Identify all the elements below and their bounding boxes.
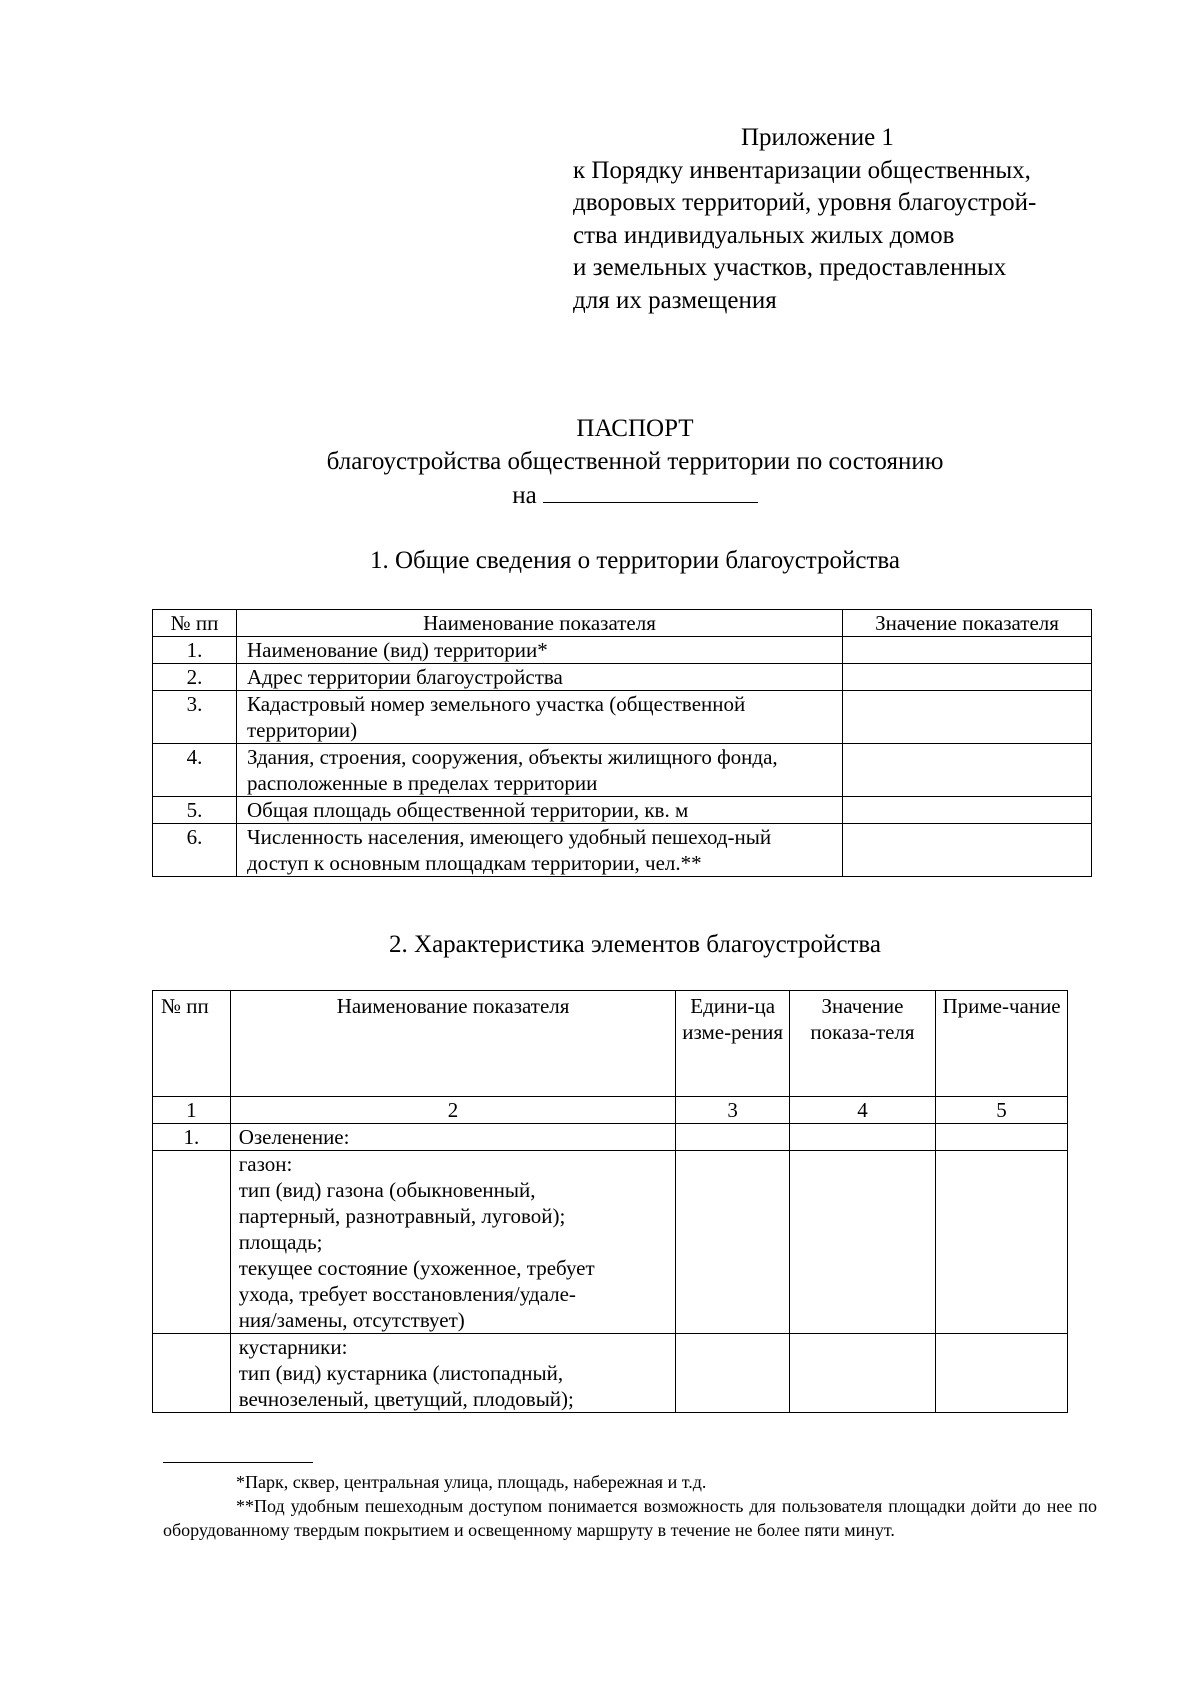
description-line: площадь; — [238, 1230, 323, 1254]
column-header: № пп — [153, 991, 231, 1097]
indicator-name: Наименование (вид) территории* — [237, 637, 843, 664]
description-line: вечнозеленый, цветущий, плодовый); — [238, 1387, 574, 1411]
description-line: кустарники: — [238, 1335, 348, 1359]
element-name: Озеленение: — [230, 1124, 676, 1151]
indicator-value[interactable] — [843, 797, 1092, 824]
column-number: 1 — [153, 1097, 231, 1124]
column-header: № пп — [153, 610, 237, 637]
column-header: Значение показа-теля — [789, 991, 935, 1097]
table-row — [153, 824, 1092, 877]
passport-heading — [0, 412, 1200, 512]
column-number: 4 — [789, 1097, 935, 1124]
indicator-name: Здания, строения, сооружения, объекты жилищного фонда, расположенные в пределах территории — [237, 744, 843, 797]
description-line: ухода, требует восстановления/удале- — [238, 1282, 576, 1306]
table-row — [153, 797, 1092, 824]
indicator-value[interactable] — [843, 691, 1092, 744]
indicator-name: Численность населения, имеющего удобный пешеход-ный доступ к основным площадкам территории, чел.** — [237, 824, 843, 877]
indicator-name: Общая площадь общественной территории, кв. м — [237, 797, 843, 824]
row-number: 3. — [153, 691, 237, 744]
passport-date-prefix: на — [512, 482, 537, 509]
section2-title: 2. Характеристика элементов благоустройства — [389, 931, 881, 958]
indicator-value[interactable] — [843, 664, 1092, 691]
column-header: Едини-ца изме-рения — [676, 991, 789, 1097]
description-line: тип (вид) газона (обыкновенный, — [238, 1178, 536, 1202]
footnote-divider — [163, 1462, 313, 1463]
table-row — [153, 1151, 1068, 1334]
value-cell[interactable] — [789, 1151, 935, 1334]
table-row — [153, 691, 1092, 744]
value-cell[interactable] — [789, 1124, 935, 1151]
row-number: 1. — [153, 1124, 231, 1151]
footnotes — [163, 1470, 1097, 1542]
column-header: Наименование показателя — [230, 991, 676, 1097]
element-description — [230, 1334, 676, 1413]
description-line: газон: — [238, 1152, 293, 1176]
passport-subtitle: благоустройства общественной территории по состоянию — [326, 448, 944, 475]
note-cell[interactable] — [936, 1151, 1068, 1334]
passport-title: ПАСПОРТ — [576, 415, 694, 442]
unit-cell[interactable] — [676, 1124, 789, 1151]
elements-table — [152, 990, 1068, 1413]
indicator-value[interactable] — [843, 637, 1092, 664]
passport-date-line — [512, 478, 757, 512]
appendix-title: Приложение 1 — [741, 124, 894, 151]
appendix-header — [573, 122, 1133, 317]
description-line: ния/замены, отсутствует) — [238, 1308, 465, 1332]
row-number: 2. — [153, 664, 237, 691]
column-number: 2 — [230, 1097, 676, 1124]
table-row — [153, 637, 1092, 664]
note-cell[interactable] — [936, 1334, 1068, 1413]
column-number: 5 — [936, 1097, 1068, 1124]
table-header-row — [153, 991, 1068, 1097]
column-header: Значение показателя — [843, 610, 1092, 637]
note-cell[interactable] — [936, 1124, 1068, 1151]
row-number — [153, 1334, 231, 1413]
row-number — [153, 1151, 231, 1334]
indicator-name: Кадастровый номер земельного участка (общественной территории) — [237, 691, 843, 744]
appendix-line: для их размещения — [573, 286, 777, 314]
column-header: Приме-чание — [936, 991, 1068, 1097]
footnote: *Парк, сквер, центральная улица, площадь, набережная и т.д. — [236, 1472, 707, 1492]
table-row — [153, 1334, 1068, 1413]
row-number: 4. — [153, 744, 237, 797]
value-cell[interactable] — [789, 1334, 935, 1413]
appendix-line: к Порядку инвентаризации общественных, — [573, 156, 1031, 184]
table-row — [153, 664, 1092, 691]
date-blank-field[interactable] — [543, 478, 758, 503]
row-number: 1. — [153, 637, 237, 664]
row-number: 6. — [153, 824, 237, 877]
table-row — [153, 744, 1092, 797]
unit-cell[interactable] — [676, 1334, 789, 1413]
general-info-table — [152, 609, 1092, 877]
description-line: партерный, разнотравный, луговой); — [238, 1204, 566, 1228]
column-header: Наименование показателя — [237, 610, 843, 637]
unit-cell[interactable] — [676, 1151, 789, 1334]
indicator-name: Адрес территории благоустройства — [237, 664, 843, 691]
appendix-line: и земельных участков, предоставленных — [573, 254, 1007, 281]
section1-title: 1. Общие сведения о территории благоустройства — [370, 547, 900, 574]
indicator-value[interactable] — [843, 744, 1092, 797]
table-header-row — [153, 610, 1092, 637]
description-line: текущее состояние (ухоженное, требует — [238, 1256, 595, 1280]
footnote: **Под удобным пешеходным доступом понимается возможность для пользователя площадки дойти до нее по оборудованному твердым покрытием и освещенному маршруту в течение не более пяти минут. — [163, 1496, 1097, 1540]
element-description — [230, 1151, 676, 1334]
row-number: 5. — [153, 797, 237, 824]
indicator-value[interactable] — [843, 824, 1092, 877]
appendix-line: ства индивидуальных жилых домов — [573, 221, 955, 249]
column-number-row — [153, 1097, 1068, 1124]
description-line: тип (вид) кустарника (листопадный, — [238, 1361, 564, 1385]
column-number: 3 — [676, 1097, 789, 1124]
appendix-line: дворовых территорий, уровня благоустрой- — [573, 189, 1037, 216]
table-row — [153, 1124, 1068, 1151]
